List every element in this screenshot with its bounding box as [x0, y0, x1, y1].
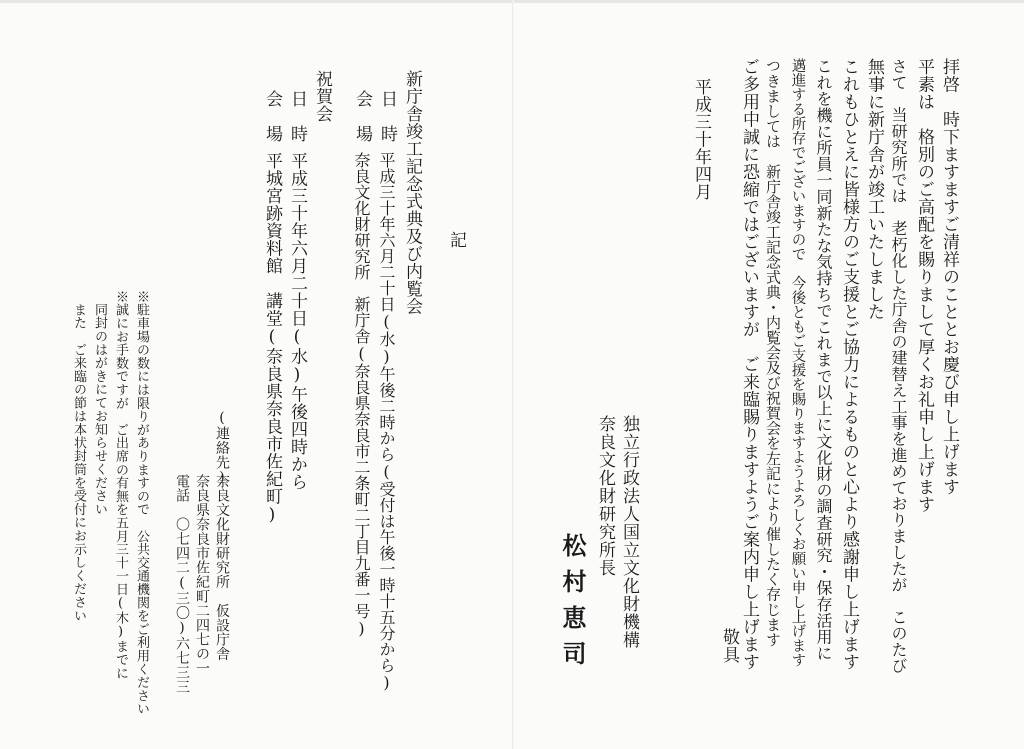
note-envelope: また ご来臨の節は本状封筒を受付にお示しください: [71, 303, 86, 623]
event-date-value: 平成三十年六月二十日(水)午後二時から(受付は午後一時十五分から): [377, 152, 396, 692]
contact-address: 奈良県奈良市佐紀町二四七の一: [194, 474, 210, 676]
party-venue-label: 会 場: [262, 90, 282, 143]
note-rsvp: ※誠にお手数ですが ご出席の有無を五月三十一日(木)までに: [113, 290, 128, 680]
event-title: 新庁舎竣工記念式典及び内覧会: [402, 70, 422, 315]
note-parking: ※駐車場の数には限りがありますので 公共交通機関をご利用ください: [134, 290, 149, 716]
letter-line-3: さて 当研究所では 老朽化した庁舎の建替え工事を進めておりましたが このたび: [889, 58, 908, 674]
sender-title: 奈良文化財研究所長: [595, 415, 615, 577]
event-venue-value: 奈良文化財研究所 新庁舎(奈良県奈良市二条町二丁目九番一号): [352, 152, 371, 638]
sender-org: 独立行政法人国立文化財機構: [619, 415, 639, 649]
event-venue-label: 会 場: [352, 90, 372, 143]
party-title: 祝賀会: [312, 70, 332, 123]
contact-org: 奈良文化財研究所 仮設庁舎: [214, 474, 230, 662]
card-fold: [512, 0, 514, 749]
letter-line-6: これを機に所員一同新たな気持ちでこれまで以上に文化財の調査研究・保存活用に: [814, 58, 833, 662]
event-date-label: 日 時: [377, 90, 397, 143]
letter-date: 平成三十年四月: [691, 78, 711, 201]
party-date-label: 日 時: [287, 90, 307, 143]
letter-line-7: 邁進する所存でございますので 今後ともご支援を賜りますようよろしくお願い申し上げます: [789, 58, 806, 667]
party-venue-value: 平城宮跡資料館 講堂(奈良県奈良市佐紀町): [262, 152, 282, 526]
letter-line-8: つきましては 新庁舎竣工記念式典・内覧会及び祝賀会を左記により催したく存じます: [764, 58, 782, 647]
party-date-value: 平成三十年六月二十日(水)午後四時から: [287, 152, 307, 491]
contact-phone: 電話 〇七四二(三〇)六七三三: [174, 474, 190, 694]
letter-line-2: 平素は 格別のご高配を賜りまして厚くお礼申し上げます: [914, 58, 934, 513]
contact-label: (連絡先): [214, 410, 230, 486]
letter-line-5: これもひとえに皆様方のご支援とご協力によるものと心より感謝申し上げます: [839, 58, 859, 671]
ki-heading: 記: [446, 231, 466, 249]
letter-line-1: 拝啓 時下ますますご清祥のこととお慶び申し上げます: [939, 58, 959, 496]
signer-name: 松村恵司: [558, 533, 587, 677]
closing-keigu: 敬具: [719, 628, 739, 664]
letter-line-9: ご多用中誠に恐縮ではございますが ご来臨賜りますようご案内申し上げます: [739, 58, 759, 671]
letter-line-4: 無事に新庁舎が竣工いたしました: [864, 58, 884, 321]
note-postcard: 同封のはがきにてお知らせください: [92, 303, 107, 516]
